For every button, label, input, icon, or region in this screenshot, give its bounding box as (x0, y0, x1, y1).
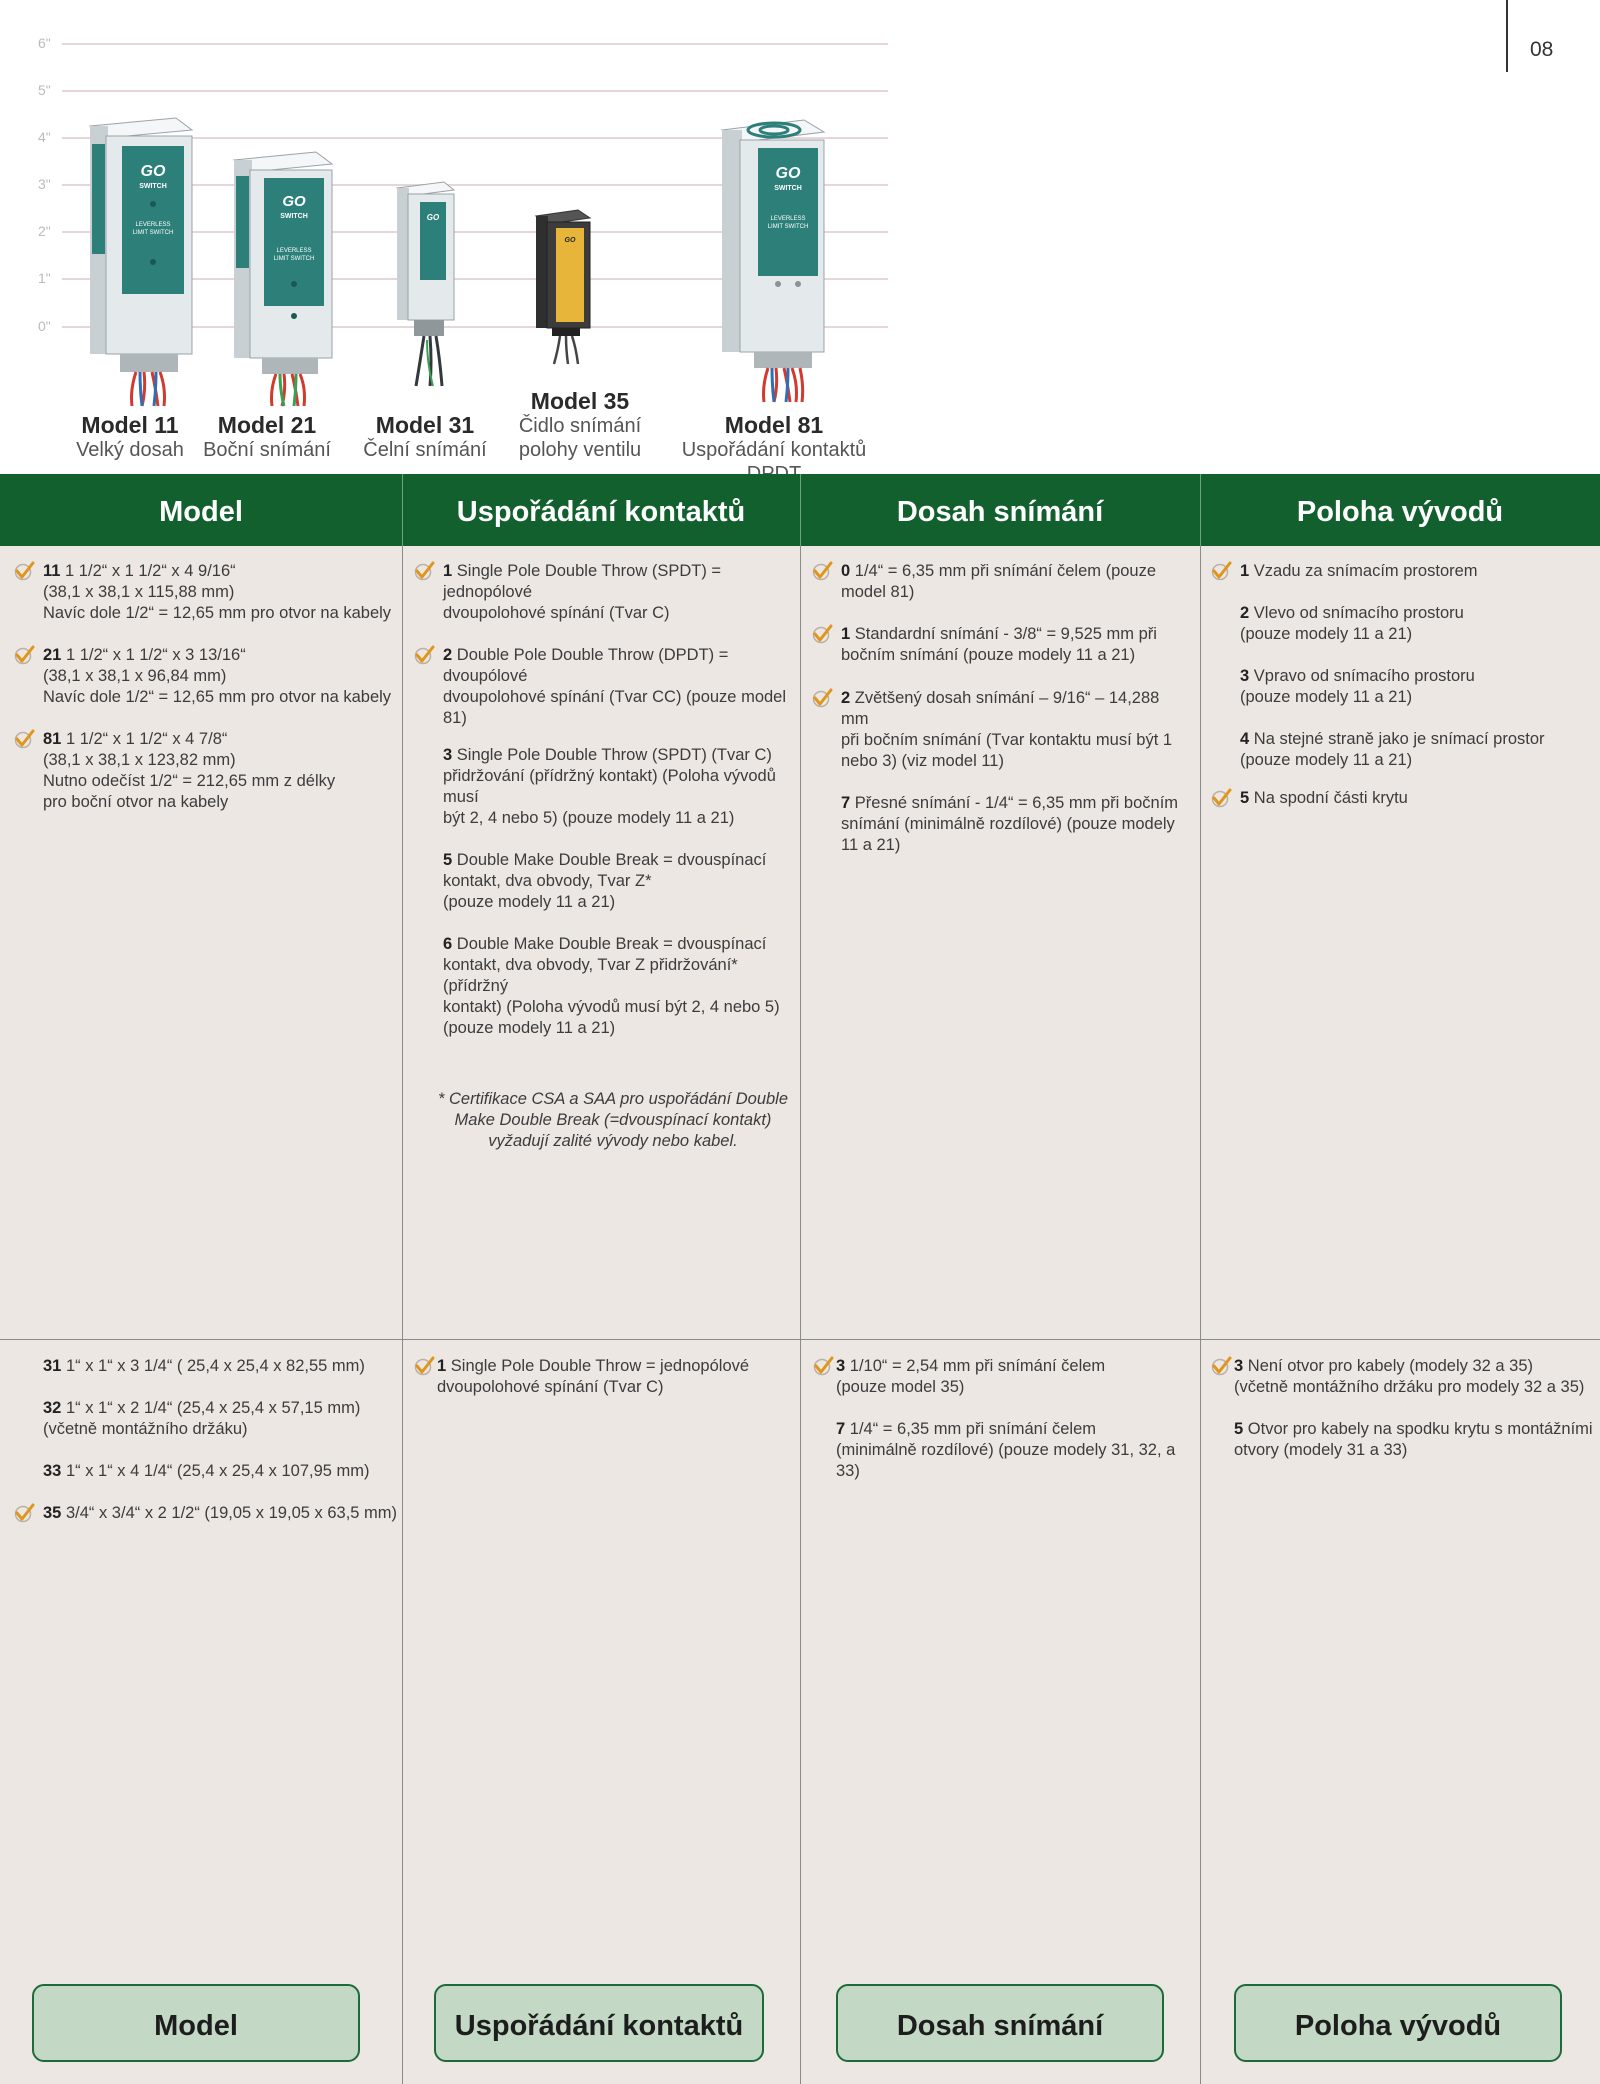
column-divider (402, 546, 403, 2084)
page-number-box (1506, 0, 1600, 72)
checkmark-icon (413, 644, 435, 666)
option-item (1240, 788, 1590, 809)
cell-top-model (43, 561, 393, 834)
option-line: Navíc dole 1/2“ = 12,65 mm pro otvor na kabely (43, 604, 392, 622)
option-item (43, 1461, 398, 1482)
option-text: Otvor pro kabely na spodku krytu s montážními (1247, 1420, 1593, 1438)
option-code: 2 (1240, 604, 1250, 622)
option-line: (38,1 x 38,1 x 115,88 mm) (43, 583, 235, 601)
switch-tag: LIMIT SWITCH (767, 224, 809, 230)
option-line: (38,1 x 38,1 x 123,82 mm) (43, 751, 236, 769)
option-code: 35 (43, 1504, 62, 1522)
switch-tag: LEVERLESS (770, 216, 806, 222)
product-figure (0, 0, 900, 474)
option-line: 11 a 21) (841, 836, 901, 854)
option-code: 1 (437, 1357, 447, 1375)
option-item (841, 561, 1191, 603)
option-item (443, 745, 793, 829)
option-text: 1 1/2“ x 1 1/2“ x 4 9/16“ (65, 562, 236, 580)
option-text: 1“ x 1“ x 2 1/4“ (25,4 x 25,4 x 57,15 mm) (65, 1399, 361, 1417)
option-text: Double Make Double Break = dvouspínací (456, 851, 767, 869)
option-item (43, 1398, 398, 1440)
note-line: Make Double Break (=dvouspínací kontakt) (454, 1111, 772, 1129)
option-line: (pouze modely 11 a 21) (443, 893, 616, 911)
option-code: 7 (841, 794, 851, 812)
checkmark-icon (811, 623, 833, 645)
option-text: Single Pole Double Throw = jednopólové (450, 1357, 750, 1375)
option-text: 1“ x 1“ x 3 1/4“ ( 25,4 x 25,4 x 82,55 mm) (65, 1357, 365, 1375)
option-code: 6 (443, 935, 453, 953)
header-leads: Poloha vývodů (1296, 496, 1504, 528)
option-line: (minimálně rozdílové) (pouze modely 31, 32, a 33) (836, 1441, 1176, 1480)
range-button[interactable]: Dosah snímání (836, 1984, 1164, 2062)
option-code: 5 (1240, 789, 1250, 807)
checkmark-icon (1210, 1355, 1232, 1377)
cell-bottom-model (43, 1356, 398, 1545)
product-name: Model 35 (530, 388, 630, 414)
cell-top-range (841, 561, 1191, 877)
option-item (43, 1356, 398, 1377)
option-code: 11 (43, 562, 61, 580)
option-text: Na stejné straně jako je snímací prostor (1253, 730, 1545, 748)
option-line: (pouze modely 11 a 21) (443, 1019, 616, 1037)
option-item (43, 645, 393, 708)
option-item (841, 793, 1191, 856)
option-item (1234, 1356, 1596, 1398)
option-item (836, 1356, 1196, 1398)
option-line: bočním snímání (pouze modely 11 a 21) (841, 646, 1136, 664)
option-text: Není otvor pro kabely (modely 32 a 35) (1247, 1357, 1534, 1375)
option-text: Vlevo od snímacího prostoru (1253, 604, 1464, 622)
option-text: 1 1/2“ x 1 1/2“ x 3 13/16“ (65, 646, 246, 664)
option-text: Vzadu za snímacím prostorem (1253, 562, 1478, 580)
option-code: 2 (841, 689, 851, 707)
option-text: 1 1/2“ x 1 1/2“ x 4 7/8“ (65, 730, 228, 748)
option-text: 1/4“ = 6,35 mm při snímání čelem (pouze (854, 562, 1157, 580)
scale-label: 0" (38, 318, 51, 334)
checkmark-icon (13, 1502, 35, 1524)
go-logo: GO (775, 165, 801, 182)
checkmark-icon (413, 560, 435, 582)
product-name: Model 21 (217, 412, 317, 438)
product-name: Model 31 (375, 412, 475, 438)
option-line: (38,1 x 38,1 x 96,84 mm) (43, 667, 227, 685)
option-code: 5 (443, 851, 453, 869)
option-item (1240, 603, 1590, 645)
option-text: Double Make Double Break = dvouspínací (456, 935, 767, 953)
option-text: 1“ x 1“ x 4 1/4“ (25,4 x 25,4 x 107,95 mm) (65, 1462, 370, 1480)
switch-tag: LIMIT SWITCH (273, 256, 315, 262)
option-code: 21 (43, 646, 62, 664)
option-code: 32 (43, 1399, 62, 1417)
switch-logo-sub: SWITCH (774, 185, 802, 192)
product-desc: Čelní snímání (363, 439, 487, 461)
option-text: Vpravo od snímacího prostoru (1253, 667, 1475, 685)
leads-button[interactable]: Poloha vývodů (1234, 1984, 1562, 2062)
checkmark-icon (812, 1355, 834, 1377)
option-text: 1/10“ = 2,54 mm při snímání čelem (849, 1357, 1106, 1375)
option-item (443, 934, 793, 1039)
scale-label: 3" (38, 176, 51, 192)
option-code: 3 (443, 746, 453, 764)
model-81-switch-illustration (718, 114, 830, 410)
option-text: Standardní snímání - 3/8“ = 9,525 mm při (854, 625, 1157, 643)
option-item (43, 561, 393, 624)
option-item (43, 1503, 398, 1524)
table-header (0, 474, 1600, 546)
go-logo: GO (426, 213, 440, 222)
option-code: 3 (1240, 667, 1250, 685)
caption-model-21 (192, 412, 342, 462)
option-line: dvoupolohové spínání (Tvar C) (443, 604, 670, 622)
note-line: * Certifikace CSA a SAA pro uspořádání Double (437, 1090, 789, 1108)
option-code: 33 (43, 1462, 62, 1480)
option-text: 1/4“ = 6,35 mm při snímání čelem (849, 1420, 1097, 1438)
option-code: 1 (443, 562, 453, 580)
option-line: být 2, 4 nebo 5) (pouze modely 11 a 21) (443, 809, 735, 827)
option-line: kontakt, dva obvody, Tvar Z přidržování* (přídržný (443, 956, 738, 995)
checkmark-icon (811, 560, 833, 582)
column-divider (1200, 546, 1201, 2084)
go-logo: GO (140, 163, 166, 180)
product-desc: Uspořádání kontaktů (681, 439, 867, 461)
checkmark-icon (413, 1355, 435, 1377)
option-item (437, 1356, 792, 1398)
option-text: Single Pole Double Throw (SPDT) = jednopólové (443, 562, 722, 601)
option-line: (pouze model 35) (836, 1378, 965, 1396)
option-line: přidržování (přídržný kontakt) (Poloha vývodů musí (443, 767, 776, 806)
product-desc: Boční snímání (203, 439, 331, 461)
switch-tag: LEVERLESS (276, 248, 312, 254)
scale-label: 5" (38, 82, 51, 98)
option-code: 31 (43, 1357, 62, 1375)
scale-label: 6" (38, 35, 51, 51)
go-logo: GO (282, 193, 306, 210)
switch-logo-sub: SWITCH (139, 183, 167, 190)
switch-tag: LEVERLESS (135, 222, 171, 228)
option-line: kontakt, dva obvody, Tvar Z* (443, 872, 652, 890)
option-code: 3 (836, 1357, 846, 1375)
option-line: (včetně montážního držáku) (43, 1420, 248, 1438)
gridline (62, 43, 888, 45)
checkmark-icon (13, 644, 35, 666)
product-desc: Velký dosah (76, 439, 184, 461)
option-item (1240, 561, 1590, 582)
option-item (841, 688, 1191, 772)
model-31-switch-illustration (394, 180, 458, 394)
cell-bottom-range (836, 1356, 1196, 1503)
cell-bottom-leads (1234, 1356, 1596, 1482)
model-button[interactable]: Model (32, 1984, 360, 2062)
option-line: Nutno odečíst 1/2“ = 212,65 mm z délky (43, 772, 336, 790)
go-logo: GO (564, 237, 576, 244)
option-item (443, 561, 793, 624)
gridline (62, 90, 888, 92)
product-name: Model 81 (724, 412, 824, 438)
option-item (443, 645, 793, 729)
header-contacts: Uspořádání kontaktů (456, 496, 746, 528)
option-code: 5 (1234, 1420, 1244, 1438)
option-code: 81 (43, 730, 62, 748)
contacts-button[interactable]: Uspořádání kontaktů (434, 1984, 764, 2062)
row-divider (0, 1339, 1600, 1340)
option-text: Na spodní části krytu (1253, 789, 1408, 807)
option-text: 3/4“ x 3/4“ x 2 1/2“ (19,05 x 19,05 x 63,5 mm) (65, 1504, 398, 1522)
option-item (841, 624, 1191, 666)
header-model: Model (159, 496, 243, 528)
scale-label: 4" (38, 129, 51, 145)
option-line: (pouze modely 11 a 21) (1240, 625, 1413, 643)
option-item (43, 729, 393, 813)
option-text: Přesné snímání - 1/4“ = 6,35 mm při bočním (854, 794, 1179, 812)
header-range: Dosah snímání (896, 496, 1104, 528)
option-line: kontakt) (Poloha vývodů musí být 2, 4 nebo 5) (443, 998, 780, 1016)
scale-label: 1" (38, 270, 51, 286)
product-desc: Čidlo snímání (518, 415, 642, 437)
option-text: Double Pole Double Throw (DPDT) = dvoupólové (443, 646, 729, 685)
caption-model-35 (500, 388, 660, 462)
page-number: 08 (1530, 38, 1554, 61)
cell-top-contacts (437, 561, 793, 1152)
option-item (836, 1419, 1196, 1482)
option-item (443, 850, 793, 913)
option-line: (včetně montážního držáku pro modely 32 a 35) (1234, 1378, 1585, 1396)
model-11-switch-illustration (86, 114, 196, 410)
option-code: 4 (1240, 730, 1250, 748)
switch-logo-sub: SWITCH (280, 213, 308, 220)
product-name: Model 11 (81, 412, 179, 438)
option-item (1240, 729, 1590, 771)
model-21-switch-illustration (230, 148, 336, 410)
option-code: 3 (1234, 1357, 1244, 1375)
checkmark-icon (13, 560, 35, 582)
checkmark-icon (13, 728, 35, 750)
option-line: Navíc dole 1/2“ = 12,65 mm pro otvor na kabely (43, 688, 392, 706)
model-35-switch-illustration (534, 208, 596, 368)
column-divider (800, 546, 801, 2084)
option-text: Zvětšený dosah snímání – 9/16“ – 14,288 mm (841, 689, 1160, 728)
option-line: (pouze modely 11 a 21) (1240, 688, 1413, 706)
checkmark-icon (1210, 560, 1232, 582)
option-item (1240, 666, 1590, 708)
checkmark-icon (811, 687, 833, 709)
option-line: pro boční otvor na kabely (43, 793, 229, 811)
option-code: 2 (443, 646, 453, 664)
product-desc: polohy ventilu (518, 439, 642, 461)
scale-label: 2" (38, 223, 51, 239)
option-line: při bočním snímání (Tvar kontaktu musí být 1 (841, 731, 1173, 749)
option-item (1234, 1419, 1596, 1461)
certification-note (433, 1089, 793, 1152)
option-line: dvoupolohové spínání (Tvar CC) (pouze model 81) (443, 688, 787, 727)
checkmark-icon (1210, 787, 1232, 809)
option-code: 1 (841, 625, 851, 643)
option-line: dvoupolohové spínání (Tvar C) (437, 1378, 664, 1396)
option-code: 7 (836, 1420, 846, 1438)
cell-top-leads (1240, 561, 1590, 830)
option-code: 0 (841, 562, 851, 580)
option-text: Single Pole Double Throw (SPDT) (Tvar C) (456, 746, 772, 764)
option-line: nebo 3) (viz model 11) (841, 752, 1004, 770)
option-line: snímání (minimálně rozdílové) (pouze modely (841, 815, 1175, 833)
option-line: (pouze modely 11 a 21) (1240, 751, 1413, 769)
caption-model-31 (350, 412, 500, 462)
cell-bottom-contacts (437, 1356, 792, 1419)
switch-tag: LIMIT SWITCH (132, 230, 174, 236)
note-line: vyžadují zalité vývody nebo kabel. (488, 1132, 738, 1150)
option-line: model 81) (841, 583, 915, 601)
option-code: 1 (1240, 562, 1250, 580)
option-line: otvory (modely 31 a 33) (1234, 1441, 1408, 1459)
caption-model-11 (50, 412, 210, 462)
